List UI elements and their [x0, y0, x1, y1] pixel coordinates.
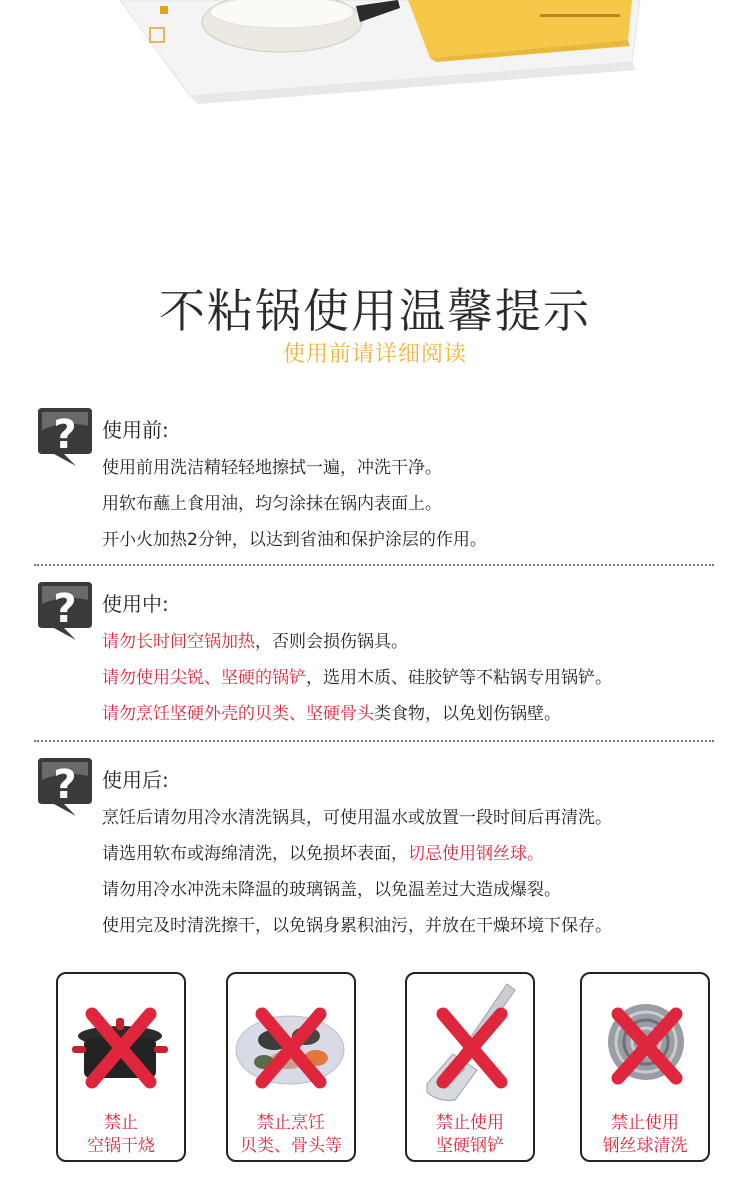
instruction-text: 使用完及时清洗擦干，以免锅身累积油污，并放在干燥环境下保存。	[102, 916, 612, 936]
card-caption-line2: 钢丝球清洗	[602, 1136, 688, 1156]
instruction-text: 请勿长时间空锅加热	[102, 632, 255, 652]
card-caption-line1: 禁止	[104, 1113, 138, 1133]
instruction-line	[102, 450, 487, 486]
section-heading: 使用前:	[102, 418, 169, 442]
instruction-text: 烹饪后请勿用冷水清洗锅具，可使用温水或放置一段时间后再清洗。	[102, 808, 612, 828]
question-mark-icon	[34, 406, 96, 468]
instruction-text: 请选用软布或海绵清洗，以免损坏表面，	[102, 844, 408, 864]
instruction-line	[102, 872, 612, 908]
page-subtitle: 使用前请详细阅读	[282, 342, 467, 367]
section-lines	[102, 450, 487, 558]
page-title: 不粘锅使用温馨提示	[159, 284, 591, 338]
prohibition-card	[405, 972, 535, 1162]
instruction-text: 请勿用冷水冲洗未降温的玻璃锅盖，以免温差过大造成爆裂。	[102, 880, 561, 900]
prohibition-card	[580, 972, 710, 1162]
card-caption-line2: 坚硬钢铲	[436, 1136, 504, 1156]
instruction-text: 切忌使用钢丝球。	[408, 844, 544, 864]
card-caption-line2: 贝类、骨头等	[240, 1136, 342, 1156]
section-lines	[102, 624, 612, 732]
section-during-use	[34, 580, 724, 724]
instruction-text: ，否则会损伤锅具。	[255, 632, 408, 652]
card-caption-line1: 禁止使用	[611, 1113, 679, 1133]
svg-text:?: ?	[53, 586, 77, 632]
svg-text:?: ?	[53, 762, 77, 808]
instruction-text: 用软布蘸上食用油，均匀涂抹在锅内表面上。	[102, 494, 442, 514]
instruction-line	[102, 660, 612, 696]
instruction-line	[102, 836, 612, 872]
card-caption-line1: 禁止烹饪	[257, 1113, 325, 1133]
instruction-text: 开小火加热2分钟，以达到省油和保护涂层的作用。	[102, 530, 487, 550]
product-box-image	[0, 0, 750, 110]
instruction-line	[102, 908, 612, 944]
section-lines	[102, 800, 612, 944]
dotted-divider	[34, 564, 714, 566]
instruction-text: 请勿烹饪坚硬外壳的贝类、坚硬骨头	[102, 704, 374, 724]
question-mark-icon	[34, 580, 96, 642]
question-mark-icon	[34, 756, 96, 818]
instruction-line	[102, 696, 612, 732]
prohibition-card	[56, 972, 186, 1162]
instruction-line	[102, 522, 487, 558]
section-before-use	[34, 406, 724, 550]
instruction-line	[102, 800, 612, 836]
instruction-line	[102, 624, 612, 660]
section-after-use	[34, 756, 724, 946]
instruction-text: ，选用木质、硅胶铲等不粘锅专用锅铲。	[306, 668, 612, 688]
svg-text:?: ?	[53, 412, 77, 458]
instruction-text: 类食物，以免划伤锅壁。	[374, 704, 561, 724]
dotted-divider	[34, 740, 714, 742]
prohibition-card	[226, 972, 356, 1162]
instruction-line	[102, 486, 487, 522]
section-heading: 使用中:	[102, 592, 169, 616]
section-heading: 使用后:	[102, 768, 169, 792]
card-caption-line1: 禁止使用	[436, 1113, 504, 1133]
card-caption-line2: 空锅干烧	[87, 1136, 155, 1156]
instruction-text: 请勿使用尖锐、坚硬的锅铲	[102, 668, 306, 688]
instruction-text: 使用前用洗洁精轻轻地擦拭一遍，冲洗干净。	[102, 458, 442, 478]
